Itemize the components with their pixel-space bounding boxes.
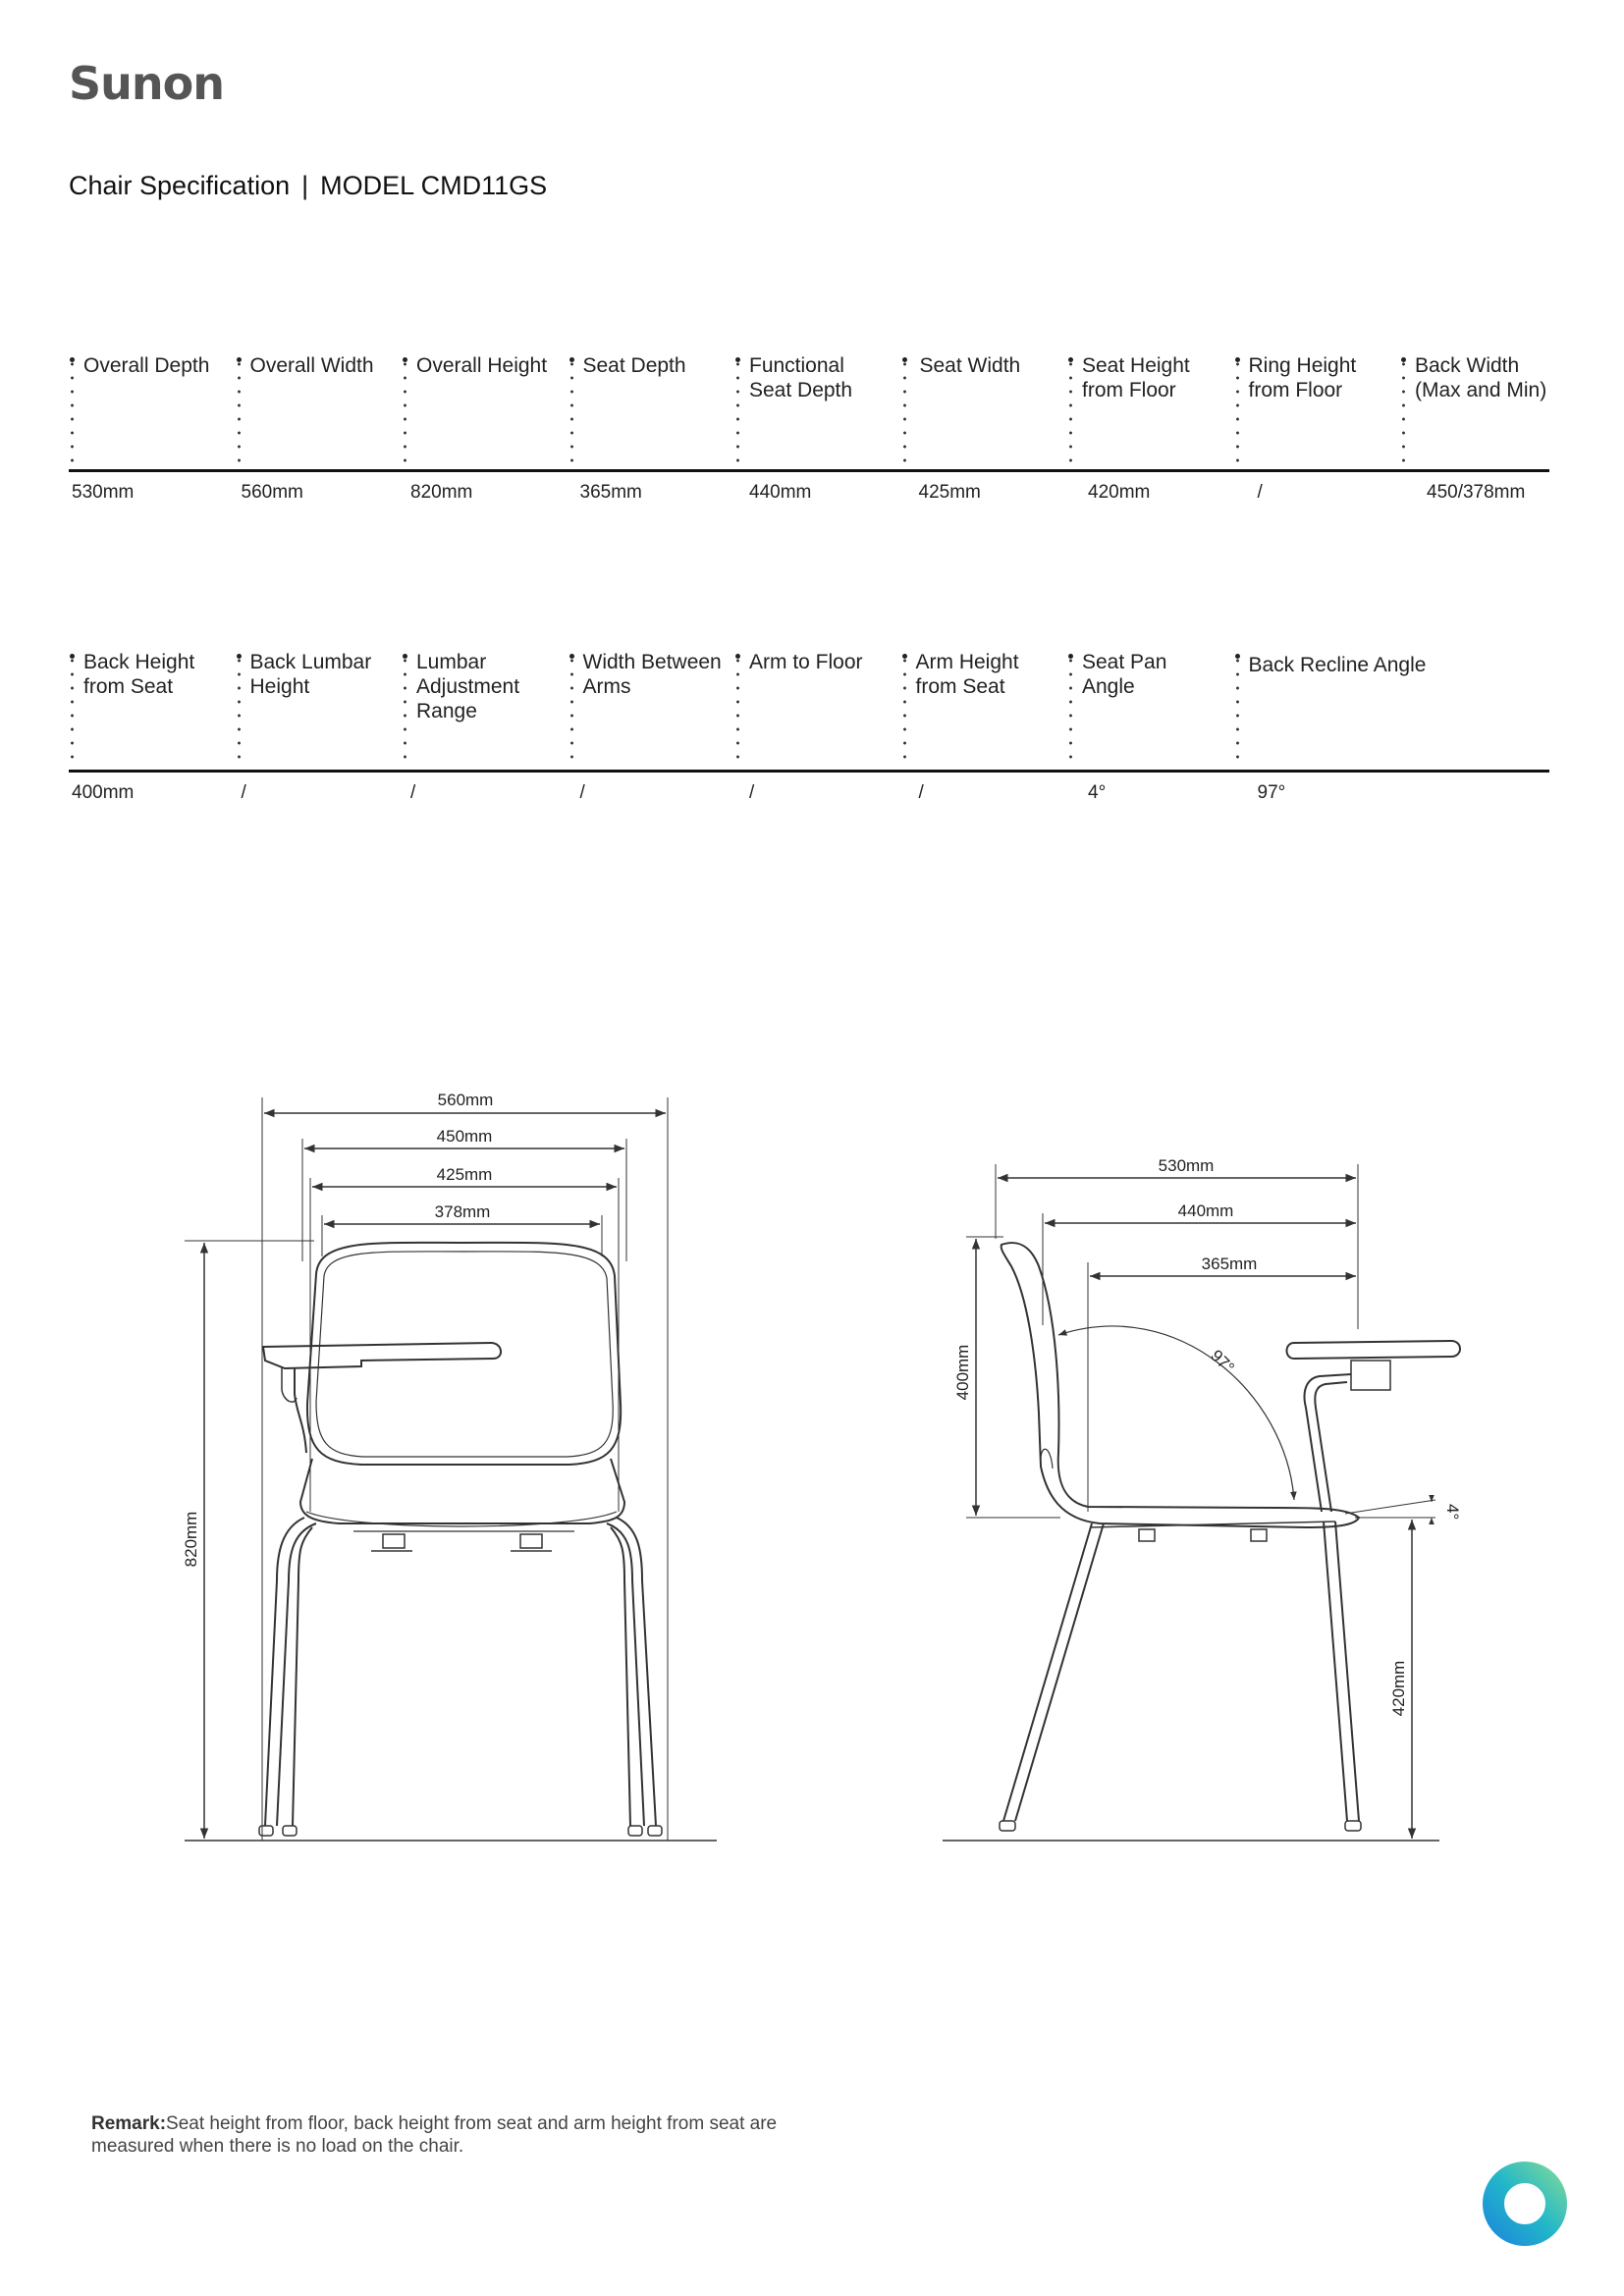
spec-value: / <box>749 782 755 803</box>
model-text: MODEL CMD11GS <box>320 171 548 200</box>
dim-functional-depth: 440mm <box>1177 1201 1234 1220</box>
spec-label: Overall Depth <box>83 354 210 377</box>
brand-logo: Sunon <box>69 57 224 110</box>
spec-value: / <box>1257 482 1263 503</box>
spec-label: Functional Seat Depth <box>749 354 853 401</box>
spec-value: 97° <box>1257 782 1286 803</box>
dim-overall-width: 560mm <box>437 1091 494 1109</box>
spec-value: 425mm <box>918 482 981 503</box>
spec-label: Back Lumbar Height <box>249 651 372 698</box>
title-separator: | <box>301 171 309 200</box>
spec-value: 4° <box>1088 782 1107 803</box>
spec-value: 820mm <box>410 482 473 503</box>
dim-overall-depth: 530mm <box>1158 1156 1215 1175</box>
spec-label: Overall Width <box>249 354 374 377</box>
dim-back-width-max: 450mm <box>436 1127 493 1146</box>
spec-value: 450/378mm <box>1427 482 1526 503</box>
remark-note <box>91 2112 838 2158</box>
remark-text: Seat height from floor, back height from seat and arm height from seat are measured when there is no load on the chair. <box>91 2113 778 2157</box>
spec-label: Lumbar Adjustment Range <box>416 651 520 722</box>
spec-value: / <box>410 782 416 803</box>
spec-label: Seat Height from Floor <box>1082 354 1190 401</box>
dim-back-height: 400mm <box>953 1344 972 1401</box>
spec-value: 560mm <box>241 482 303 503</box>
spec-label: Arm to Floor <box>749 651 863 673</box>
spec-value: / <box>579 782 585 803</box>
spec-label: Seat Pan Angle <box>1082 651 1167 698</box>
spec-label: Back Recline Angle <box>1248 654 1427 676</box>
spec-label: Ring Height from Floor <box>1248 354 1357 401</box>
dim-overall-height: 820mm <box>182 1511 200 1568</box>
spec-label: Back Width (Max and Min) <box>1415 354 1547 401</box>
dim-seat-height: 420mm <box>1389 1660 1408 1717</box>
spec-label: Seat Depth <box>582 354 686 377</box>
dim-back-width-min: 378mm <box>434 1202 491 1221</box>
brand-ring-icon <box>1481 2160 1569 2248</box>
spec-label: Seat Width <box>919 354 1021 377</box>
spec-value: 420mm <box>1088 482 1151 503</box>
dim-seat-depth: 365mm <box>1201 1255 1258 1273</box>
spec-value: / <box>918 782 924 803</box>
spec-label: Arm Height from Seat <box>915 651 1019 698</box>
spec-label: Back Height from Seat <box>83 651 195 698</box>
spec-value: 400mm <box>72 782 135 803</box>
dim-seat-width: 425mm <box>436 1165 493 1184</box>
spec-label: Width Between Arms <box>582 651 722 698</box>
remark-label: Remark: <box>91 2113 167 2134</box>
angle-seat-pan: 4° <box>1443 1504 1462 1521</box>
spec-value: 530mm <box>72 482 135 503</box>
spec-value: 440mm <box>749 482 812 503</box>
angle-recline: 97° <box>1207 1346 1238 1378</box>
spec-value: / <box>241 782 246 803</box>
spec-label: Overall Height <box>416 354 548 377</box>
spec-value: 365mm <box>579 482 642 503</box>
title-text: Chair Specification <box>69 171 291 200</box>
